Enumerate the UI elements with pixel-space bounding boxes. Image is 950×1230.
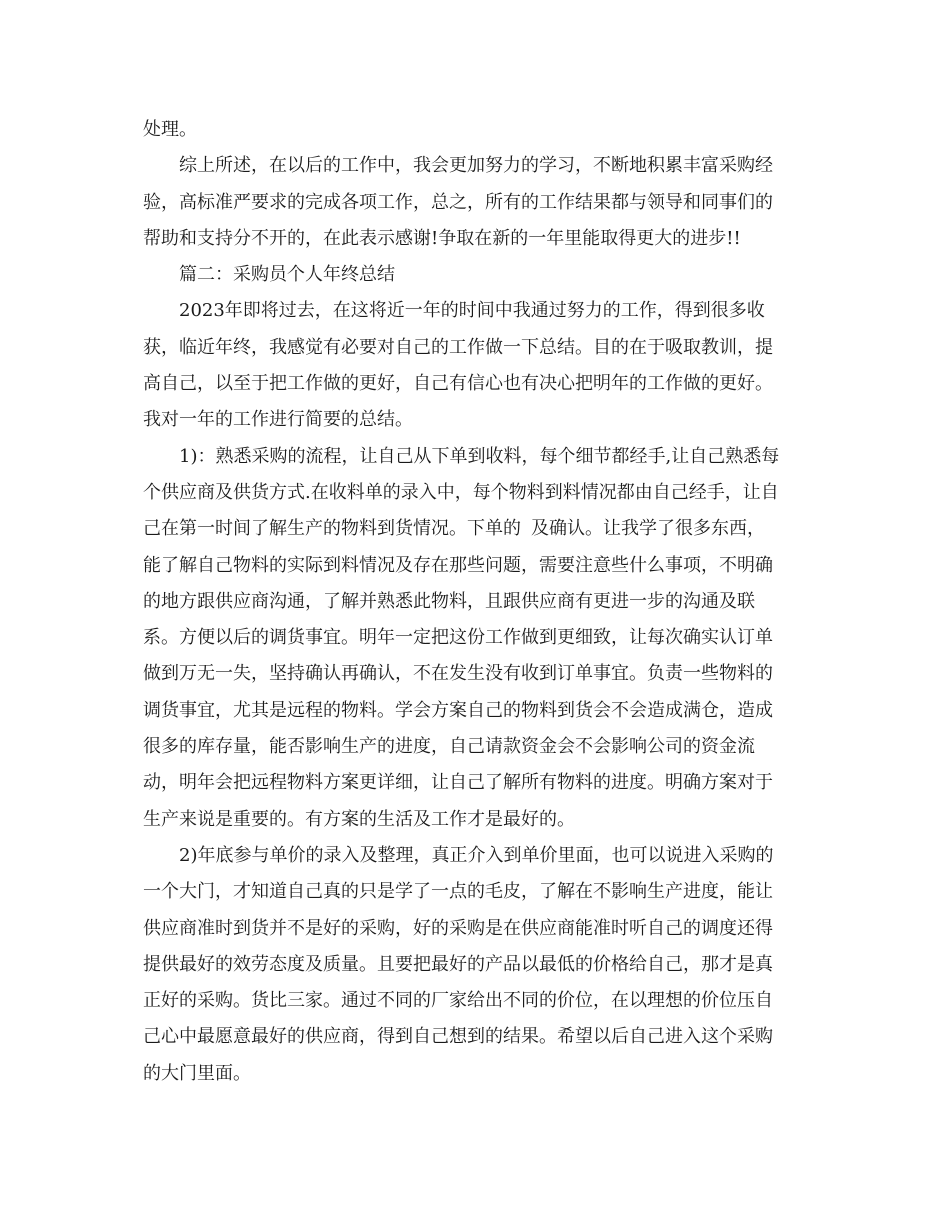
text-line: 供应商准时到货并不是好的采购，好的采购是在供应商能准时听自己的调度还得 bbox=[143, 917, 773, 939]
paragraph-first-line: 1)：熟悉采购的流程，让自己从下单到收料，每个细节都经手,让自己熟悉每 bbox=[179, 445, 780, 467]
text-line: 的大门里面。 bbox=[143, 1062, 251, 1084]
paragraph-first-line: 2)年底参与单价的录入及整理，真正介入到单价里面，也可以说进入采购的 bbox=[179, 844, 774, 866]
text-line: 提供最好的效劳态度及质量。且要把最好的产品以最低的价格给自己，那才是真 bbox=[143, 953, 773, 975]
text-line: 一个大门，才知道自己真的只是学了一点的毛皮，了解在不影响生产进度，能让 bbox=[143, 881, 773, 903]
text-line: 获，临近年终，我感觉有必要对自己的工作做一下总结。目的在于吸取教训，提 bbox=[143, 336, 773, 358]
text-line: 系。方便以后的调货事宜。明年一定把这份工作做到更细致，让每次确实认订单 bbox=[143, 627, 773, 649]
text-line: 调货事宜，尤其是远程的物料。学会方案自己的物料到货会不会造成满仓，造成 bbox=[143, 699, 773, 721]
section-heading: 篇二：采购员个人年终总结 bbox=[179, 264, 395, 286]
text-segment: 己在第一时间了解生产的物料到货情况。下单的 bbox=[143, 518, 521, 540]
paragraph-first-line: 2023年即将过去，在这将近一年的时间中我通过努力的工作，得到很多收 bbox=[179, 300, 765, 322]
text-line: 我对一年的工作进行简要的总结。 bbox=[143, 409, 413, 431]
text-line: 动，明年会把远程物料方案更详细，让自己了解所有物料的进度。明确方案对于 bbox=[143, 772, 773, 794]
text-line: 做到万无一失，坚持确认再确认，不在发生没有收到订单事宜。负责一些物料的 bbox=[143, 663, 773, 685]
text-line: 验，高标准严要求的完成各项工作，总之，所有的工作结果都与领导和同事们的 bbox=[143, 191, 773, 213]
text-line: 己心中最愿意最好的供应商，得到自己想到的结果。希望以后自己进入这个采购 bbox=[143, 1026, 773, 1048]
text-line: 正好的采购。货比三家。通过不同的厂家给出不同的价位，在以理想的价位压自 bbox=[143, 990, 773, 1012]
text-line: 生产来说是重要的。有方案的生活及工作才是最好的。 bbox=[143, 808, 575, 830]
text-line: 个供应商及供货方式.在收料单的录入中，每个物料到料情况都由自己经手，让自 bbox=[143, 481, 779, 503]
text-line: 处理。 bbox=[143, 119, 197, 140]
text-line: 能了解自己物料的实际到料情况及存在那些问题，需要注意些什么事项，不明确 bbox=[143, 554, 773, 576]
paragraph-first-line: 综上所述，在以后的工作中，我会更加努力的学习，不断地积累丰富采购经 bbox=[179, 155, 773, 177]
text-line-with-gap bbox=[143, 511, 800, 547]
text-line: 的地方跟供应商沟通，了解并熟悉此物料，且跟供应商有更进一步的沟通及联 bbox=[143, 590, 755, 612]
text-line: 帮助和支持分不开的，在此表示感谢!争取在新的一年里能取得更大的进步!! bbox=[143, 227, 741, 249]
text-segment: 及确认。让我学了很多东西， bbox=[531, 518, 765, 540]
text-line: 很多的库存量，能否影响生产的进度，自己请款资金会不会影响公司的资金流 bbox=[143, 736, 755, 758]
text-line: 高自己，以至于把工作做的更好，自己有信心也有决心把明年的工作做的更好。 bbox=[143, 373, 773, 395]
